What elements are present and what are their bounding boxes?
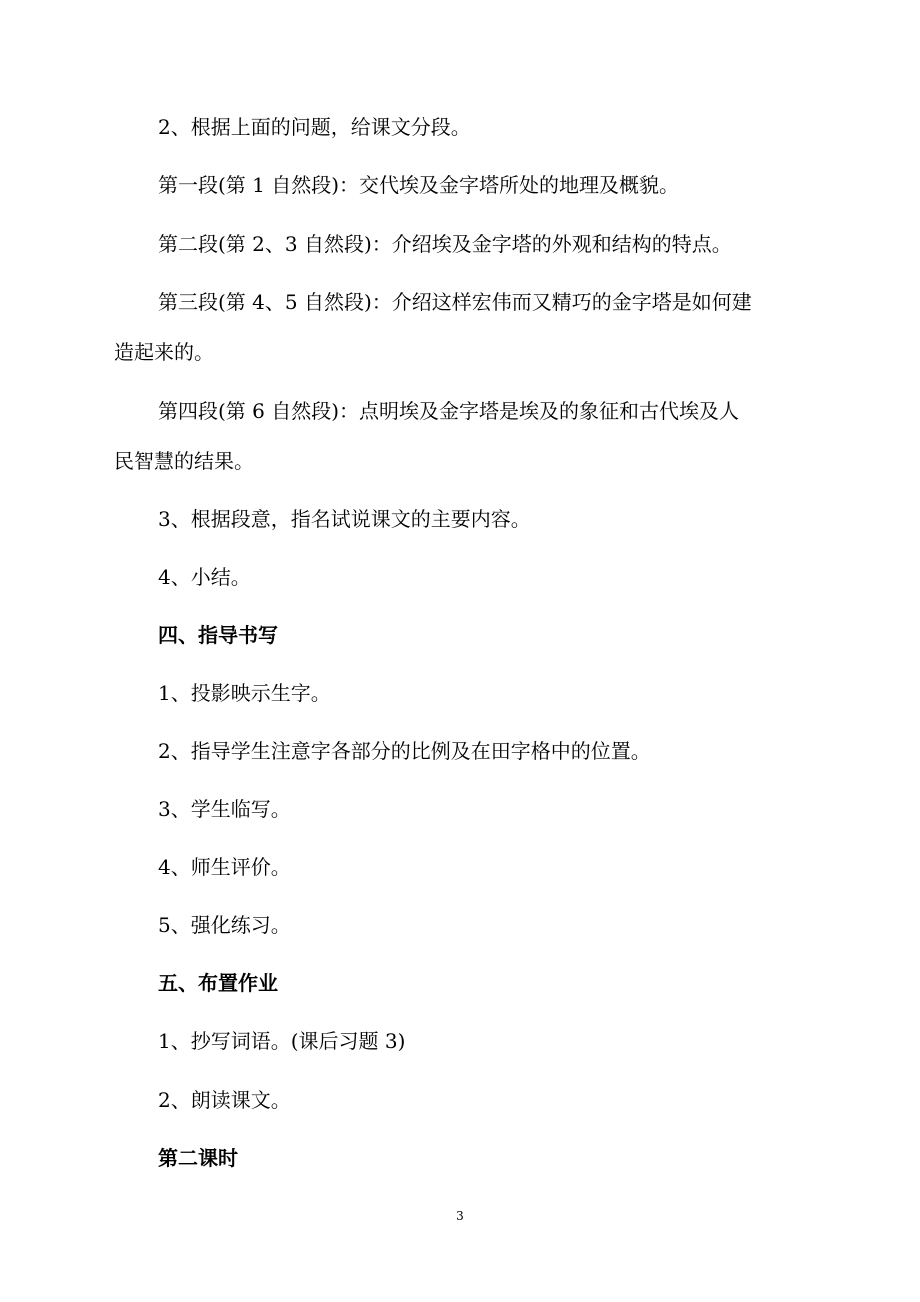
paragraph-line: 4、师生评价。 bbox=[158, 855, 291, 879]
paragraph-line: 1、抄写词语。(课后习题 3) bbox=[158, 1029, 406, 1053]
paragraph-line: 3、学生临写。 bbox=[158, 797, 291, 821]
paragraph-line: 第二段(第 2、3 自然段)：介绍埃及金字塔的外观和结构的特点。 bbox=[158, 232, 732, 256]
paragraph-line-continuation: 民智慧的结果。 bbox=[114, 449, 254, 473]
section-heading: 四、指导书写 bbox=[158, 623, 278, 647]
paragraph-line-continuation: 造起来的。 bbox=[114, 340, 214, 364]
paragraph-line: 5、强化练习。 bbox=[158, 913, 291, 937]
paragraph-line: 2、指导学生注意字各部分的比例及在田字格中的位置。 bbox=[158, 739, 651, 763]
paragraph-line: 第三段(第 4、5 自然段)：介绍这样宏伟而又精巧的金字塔是如何建 bbox=[158, 290, 752, 314]
paragraph-line: 4、小结。 bbox=[158, 565, 251, 589]
section-heading: 五、布置作业 bbox=[158, 971, 278, 995]
paragraph-line: 2、朗读课文。 bbox=[158, 1088, 291, 1112]
page-number: 3 bbox=[456, 1209, 464, 1223]
paragraph-line: 1、投影映示生字。 bbox=[158, 681, 331, 705]
paragraph-line: 2、根据上面的问题，给课文分段。 bbox=[158, 115, 471, 139]
section-heading: 第二课时 bbox=[158, 1146, 238, 1170]
paragraph-line: 3、根据段意，指名试说课文的主要内容。 bbox=[158, 507, 531, 531]
paragraph-line: 第四段(第 6 自然段)：点明埃及金字塔是埃及的象征和古代埃及人 bbox=[158, 399, 740, 423]
paragraph-line: 第一段(第 1 自然段)：交代埃及金字塔所处的地理及概貌。 bbox=[158, 173, 680, 197]
